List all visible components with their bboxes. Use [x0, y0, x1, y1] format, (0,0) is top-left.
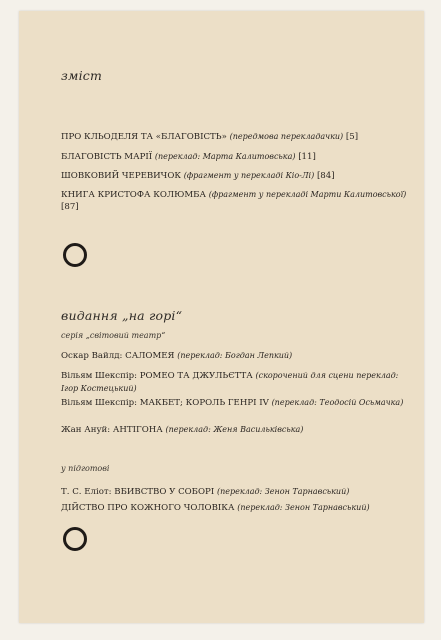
item-author: Т. С. Еліот: [61, 487, 112, 497]
editions-heading: видання „на горі“ [61, 308, 183, 323]
contents-item [61, 170, 411, 183]
item-title: ШОВКОВИЙ ЧЕРЕВИЧОК [61, 171, 182, 181]
item-page: [11] [298, 152, 316, 162]
item-page: [5] [345, 132, 359, 142]
contents-item [61, 131, 411, 144]
item-note: (скорочений для сцени переклад: Ігор Костецький) [61, 371, 399, 393]
item-author: Вільям Шекспір: [61, 398, 137, 408]
item-title: ДІЙСТВО ПРО КОЖНОГО ЧОЛОВІКА [61, 503, 235, 513]
item-page: [84] [316, 171, 335, 181]
contents-item [61, 189, 411, 213]
item-title: БЛАГОВІСТЬ МАРІЇ [61, 152, 153, 162]
preparing-heading: у підготові [61, 464, 110, 473]
item-title: ПРО КЛЬОДЕЛЯ ТА «БЛАГОВІСТЬ» [61, 132, 227, 142]
edition-item [61, 397, 411, 410]
preparing-item [61, 486, 411, 499]
item-note: (фрагмент у перекладі Кіо-Лі) [183, 171, 315, 180]
ring-ornament [63, 527, 87, 551]
item-author: Вільям Шекспір: [61, 371, 137, 381]
item-note: (переклад: Теодосій Осьмачка) [271, 398, 404, 407]
item-note: (переклад: Зенон Тарнавський) [237, 503, 370, 512]
edition-item [61, 350, 411, 363]
item-note: (переклад: Зенон Тарнавський) [216, 487, 350, 496]
ring-ornament [63, 243, 87, 267]
item-title: МАКБЕТ; КОРОЛЬ ГЕНРІ IV [139, 398, 269, 408]
preparing-item [61, 502, 411, 515]
item-note: (переклад: Женя Васильківська) [165, 425, 304, 434]
contents-item [61, 151, 411, 164]
item-title: КНИГА КРИСТОФА КОЛЮМБА [61, 190, 206, 200]
item-page: [87] [61, 201, 79, 212]
item-title: САЛОМЕЯ [125, 351, 175, 361]
item-author: Оскар Вайлд: [61, 351, 123, 361]
item-title: ВБИВСТВО У СОБОРІ [114, 487, 215, 497]
item-title: РОМЕО ТА ДЖУЛЬЄТТА [139, 371, 253, 381]
item-note: (переклад: Богдан Лепкий) [177, 351, 293, 360]
item-note: (переклад: Марта Калитовська) [154, 152, 296, 161]
edition-item [61, 424, 411, 437]
item-note: (передмова перекладачки) [229, 132, 344, 141]
item-note: (фрагмент у перекладі Марти Калитовської) [208, 190, 407, 199]
item-title: АНТІГОНА [112, 425, 163, 435]
item-author: Жан Ануй: [61, 425, 111, 435]
book-page [19, 11, 424, 623]
edition-item [61, 370, 411, 395]
contents-heading: зміст [61, 68, 103, 83]
series-label: серія „світовий театр“ [61, 331, 166, 340]
